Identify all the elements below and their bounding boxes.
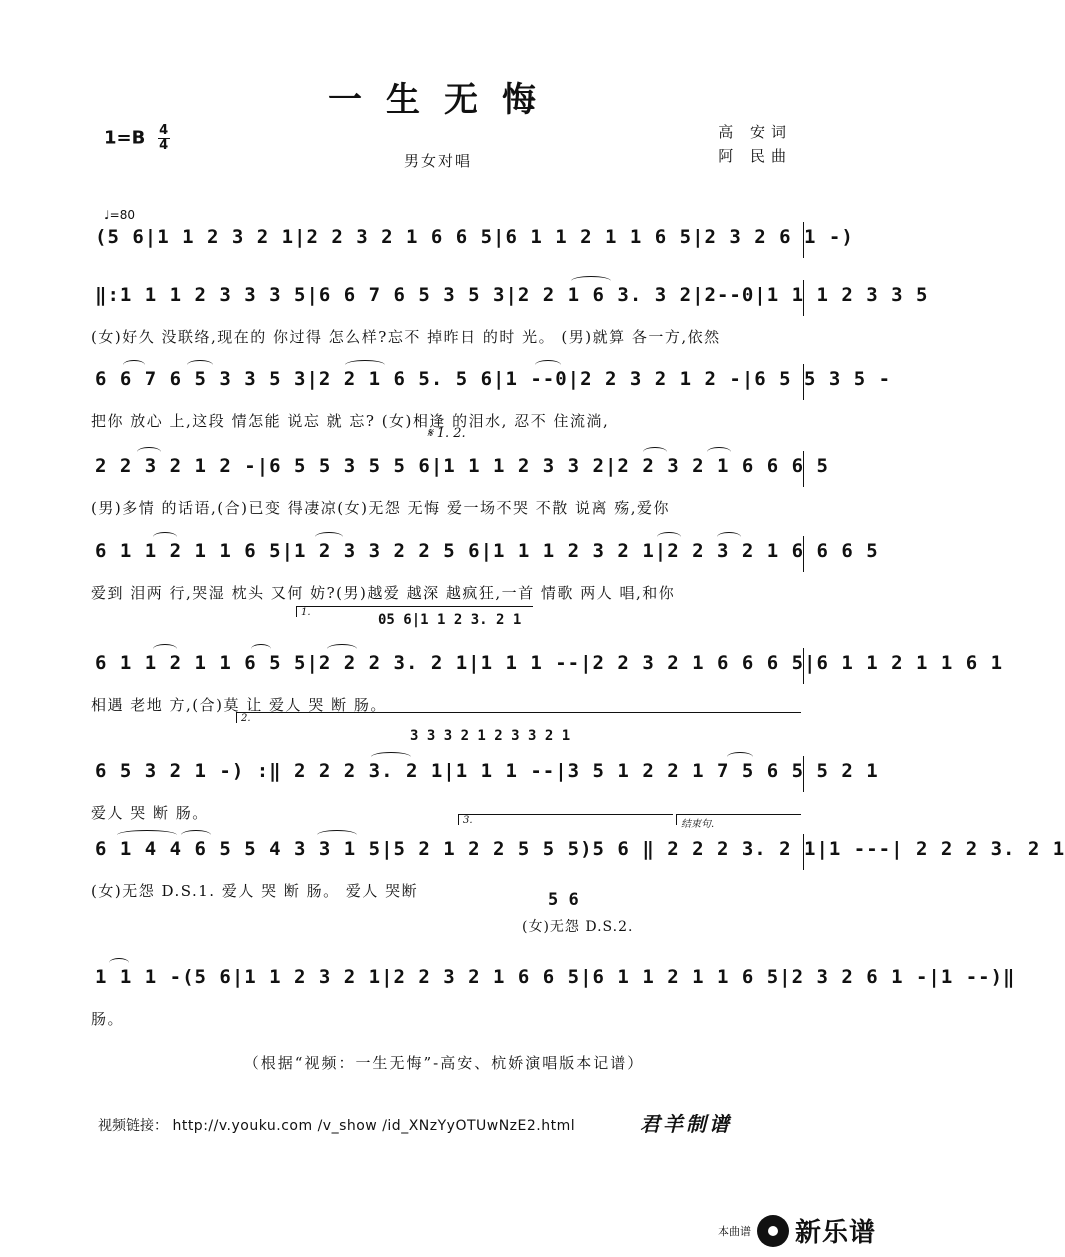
lyrics-line: 把你 放心 上,这段 情怎能 说忘 就 忘? (女)相逢 的泪水, 忍不 住流淌, [91, 412, 610, 430]
pickup-notes: 05 6|1 1 2 3. 2 1 [378, 612, 522, 628]
tempo-marking: ♩=80 [104, 208, 135, 222]
barline [803, 648, 804, 684]
composer-credit: 阿 民曲 [718, 147, 792, 165]
barline [803, 222, 804, 258]
lyrics-line: (男)多情 的话语,(合)已变 得凄凉(女)无怨 无悔 爱一场不哭 不散 说离 殇,爱你 [91, 499, 671, 517]
notation-line: 6 5 3 2 1 -) :‖ 2 2 2 3. 2 1|1 1 1 --|3 5 1 2 2 1 7 5 6 5 5 2 1 [95, 760, 879, 782]
footer-logo [718, 1212, 876, 1249]
notation-line: 6 1 1 2 1 1 6 5 5|2 2 2 3. 2 1|1 1 1 --|2 2 3 2 1 6 6 6 5|6 1 1 2 1 1 6 1 [95, 652, 1004, 674]
notation-line: 6 6 7 6 5 3 3 5 3|2 2 1 6 5. 5 6|1 --0|2 2 3 2 1 2 -|6 5 5 3 5 - [95, 368, 892, 390]
lyricist-credit: 高 安词 [718, 123, 792, 141]
page-title: 一生无悔 [328, 80, 560, 120]
lyrics-line: (女)好久 没联络,现在的 你过得 怎么样?忘不 掉昨日 的时 光。 (男)就算 各一方,依然 [91, 328, 721, 346]
key-label: 1=B [104, 127, 146, 149]
lyrics-line: 肠。 [91, 1010, 125, 1028]
score-row-9 [91, 966, 1016, 1028]
notation-line: 1 1 1 -(5 6|1 1 2 3 2 1|2 2 3 2 1 6 6 5|6 1 1 2 1 1 6 5|2 3 2 6 1 -|1 --)‖ [95, 966, 1016, 988]
ending-phrase-bracket: 结束句. [676, 814, 801, 825]
arranger-signature: 君羊制谱 [640, 1112, 732, 1136]
key-signature [104, 124, 170, 153]
subtitle: 男女对唱 [404, 152, 473, 170]
notation-line: ‖:1 1 1 2 3 3 3 5|6 6 7 6 5 3 5 3|2 2 1 6 3. 3 2|2--0|1 1 1 2 3 3 5 [95, 284, 929, 306]
site-logo-text: 新乐谱 [794, 1218, 876, 1248]
segno-sign: 𝄋 1. 2. [427, 426, 466, 441]
credits [718, 120, 792, 168]
third-ending-bracket: 3. [458, 814, 673, 825]
lyrics-line: 爱人 哭 断 肠。 [91, 804, 209, 822]
time-signature-bottom: 4 [159, 138, 169, 153]
video-link-label: 视频链接： [98, 1118, 168, 1134]
footer-caption: 本曲谱 [717, 1224, 751, 1238]
notation-line: 6 1 4 4 6 5 5 4 3 3 1 5|5 2 1 2 2 5 5 5)5 6 ‖ 2 2 2 3. 2 1|1 ---| 2 2 2 3. 2 1 [95, 838, 1065, 860]
lyrics-line: 爱到 泪两 行,哭湿 枕头 又何 妨?(男)越爱 越深 越疯狂,一首 情歌 两人 唱,和你 [91, 584, 676, 602]
score-row-8 [91, 838, 1065, 900]
notation-line: (5 6|1 1 2 3 2 1|2 2 3 2 1 6 6 5|6 1 1 2 1 1 6 5|2 3 2 6 1 -) [95, 226, 854, 248]
video-link-line [98, 1115, 575, 1135]
lyrics-line: (女)无怨 D.S.1. 爱人 哭 断 肠。 爱人 哭断 [91, 882, 419, 900]
music-disc-icon [757, 1215, 789, 1247]
barline [803, 451, 804, 487]
ornament-notes: 3 3 3 2 1 2 3 3 2 1 [410, 728, 571, 744]
time-signature-top: 4 [159, 123, 169, 138]
lyrics-line: 相遇 老地 方,(合)莫 让 爱人 哭 断 肠。 [91, 696, 387, 714]
time-signature [158, 124, 170, 153]
notation-line: 2 2 3 2 1 2 -|6 5 5 3 5 5 6|1 1 1 2 3 3 2|2 2 3 2 1 6 6 6 5 [95, 455, 829, 477]
barline [803, 280, 804, 316]
score-row-7 [91, 760, 879, 822]
score-row-6 [91, 652, 1004, 714]
barline [803, 756, 804, 792]
score-row-4 [91, 455, 829, 517]
video-link-url[interactable]: http://v.youku.com /v_show /id_XNzYyOTUwNzE2.html [172, 1118, 576, 1134]
ds2-label: (女)无怨 D.S.2. [522, 919, 634, 935]
first-ending-bracket: 1. [296, 606, 533, 617]
score-row-5 [91, 540, 879, 602]
barline [803, 536, 804, 572]
notation-line: 6 1 1 2 1 1 6 5|1 2 3 3 2 2 5 6|1 1 1 2 3 2 1|2 2 3 2 1 6 6 6 5 [95, 540, 879, 562]
score-row-2 [91, 284, 929, 346]
barline [803, 364, 804, 400]
ds2-notes: 5 6 [548, 890, 579, 910]
score-row-3 [91, 368, 892, 441]
second-ending-bracket: 2. [236, 712, 801, 723]
score-row-1 [95, 226, 854, 264]
source-note: （根据“视频：一生无悔”-高安、杭娇演唱版本记谱） [243, 1054, 645, 1072]
barline [803, 834, 804, 870]
